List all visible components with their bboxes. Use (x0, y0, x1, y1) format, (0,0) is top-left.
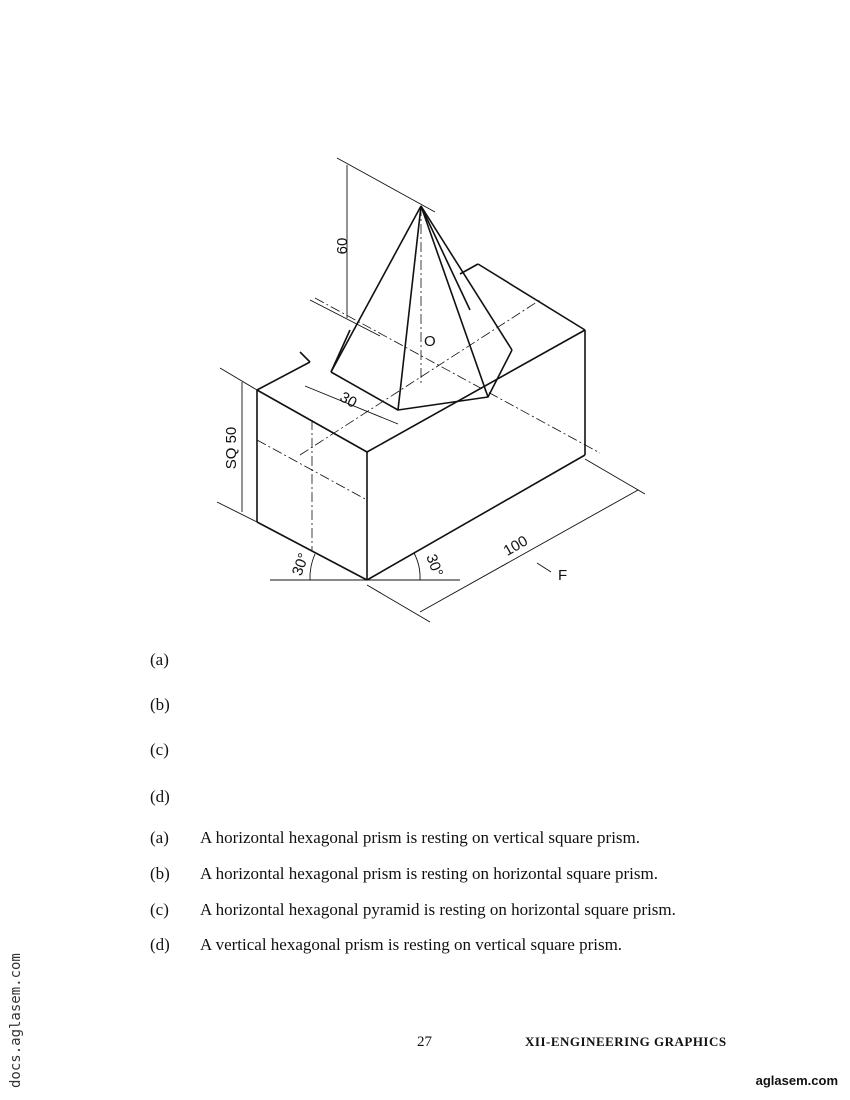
option-letter: (b) (150, 864, 170, 883)
option-letter: (c) (150, 900, 169, 919)
length-dimension-label: 100 (500, 532, 531, 560)
right-angle-label: 30° (422, 551, 447, 580)
front-direction-label: F (558, 567, 568, 584)
height-dimension-label: 60 (334, 237, 351, 255)
side-dimension-label: 30 (336, 388, 360, 412)
option-text: A horizontal hexagonal prism is resting on vertical square prism. (200, 828, 641, 847)
option-text: A horizontal hexagonal prism is resting on horizontal square prism. (200, 864, 658, 883)
prism-outline (257, 264, 585, 580)
left-angle-label: 30° (288, 550, 313, 579)
option-a (150, 828, 640, 848)
blank-option-d: (d) (150, 787, 170, 806)
option-letter: (a) (150, 828, 169, 847)
pyramid-outline (331, 206, 512, 410)
blank-option-b: (b) (150, 695, 170, 714)
option-text: A vertical hexagonal prism is resting on vertical square prism. (200, 935, 623, 954)
option-letter: (d) (150, 935, 170, 954)
figure-drawing (200, 150, 660, 630)
option-d (150, 935, 622, 955)
page-number: 27 (417, 1034, 432, 1050)
option-c (150, 900, 676, 920)
option-b (150, 864, 658, 884)
center-point-label: O (424, 333, 436, 350)
square-dimension-label: SQ 50 (223, 426, 240, 470)
side-watermark: docs.aglasem.com (8, 953, 24, 1088)
isometric-figure (200, 150, 660, 630)
center-lines (257, 206, 600, 550)
blank-option-a: (a) (150, 650, 169, 669)
option-text: A horizontal hexagonal pyramid is resting on horizontal square prism. (200, 900, 676, 919)
corner-watermark: aglasem.com (755, 1073, 838, 1088)
footer-title: XII-ENGINEERING GRAPHICS (525, 1034, 727, 1049)
blank-option-c: (c) (150, 740, 169, 759)
